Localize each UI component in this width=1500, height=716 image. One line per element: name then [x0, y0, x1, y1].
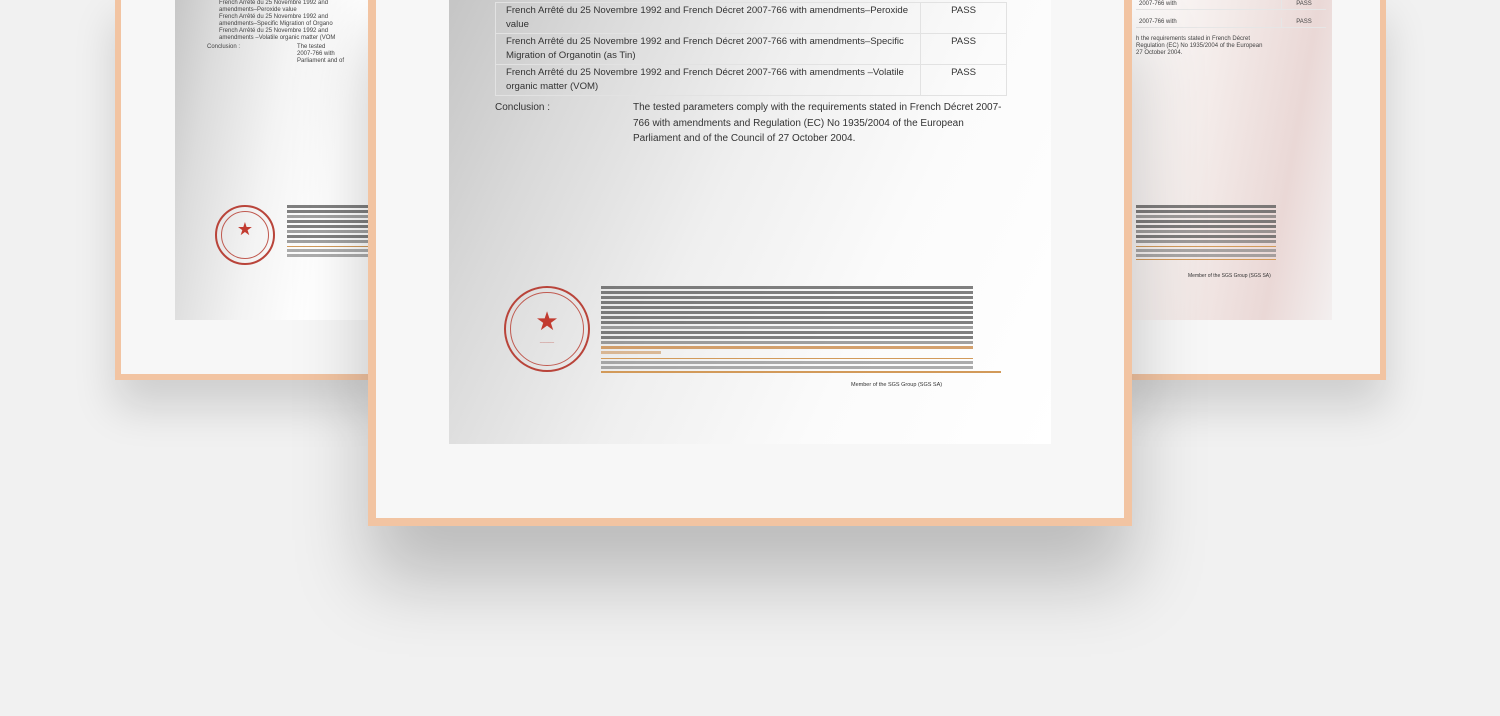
center-certificate-frame [368, 0, 1132, 526]
conclusion-block [495, 100, 1015, 147]
test-result: PASS [921, 65, 1007, 96]
right-fine-print [1136, 205, 1276, 260]
test-parameter: French Arrêté du 25 Novembre 1992 and French Décret 2007-766 with amendments–Peroxide value [496, 3, 921, 34]
left-line: amendments–Specific Migration of Organo [219, 21, 333, 27]
left-line: French Arrêté du 25 Novembre 1992 and [219, 14, 329, 20]
right-conclusion-line: 27 October 2004. [1136, 50, 1183, 56]
right-certificate-frame [1112, 0, 1386, 380]
left-line: French Arrêté du 25 Novembre 1992 and [219, 28, 329, 34]
test-parameter: French Arrêté du 25 Novembre 1992 and French Décret 2007-766 with amendments –Volatile organic matter (VOM) [496, 65, 921, 96]
left-line: amendments –Volatile organic matter (VOM [219, 35, 336, 41]
right-document-text [1136, 0, 1326, 57]
left-conclusion-text: 2007-766 with [297, 51, 335, 57]
left-conclusion-label: Conclusion : [207, 44, 241, 50]
test-results-table [495, 2, 1007, 96]
test-parameter: French Arrêté du 25 Novembre 1992 and French Décret 2007-766 with amendments–Specific Migration of Organotin (as Tin) [496, 34, 921, 65]
test-result: PASS [921, 3, 1007, 34]
center-fine-print [601, 286, 973, 373]
table-row [496, 65, 1007, 96]
conclusion-label: Conclusion : [495, 102, 551, 113]
left-conclusion-text: The tested [297, 44, 326, 50]
left-line: French Arrêté du 25 Novembre 1992 and [219, 0, 329, 6]
left-seal-stamp: ★ [215, 205, 275, 265]
left-conclusion-text: Parliament and of [297, 58, 345, 64]
right-conclusion-line: h the requirements stated in French Décret [1136, 36, 1251, 42]
right-test-row: 2007-766 with PASS [1136, 0, 1326, 10]
test-result: PASS [921, 34, 1007, 65]
center-certificate-paper [449, 0, 1051, 444]
table-row [496, 3, 1007, 34]
right-conclusion-line: Regulation (EC) No 1935/2004 of the European [1136, 43, 1263, 49]
left-line: amendments–Peroxide value [219, 7, 297, 13]
conclusion-text: The tested parameters comply with the requirements stated in French Décret 2007-766 with amendments and Regulation (EC) No 1935/2004 of the European Parliament and of the Council of 27 October 2004. [633, 102, 1002, 144]
left-certificate-frame [115, 0, 387, 380]
right-certificate-paper [1118, 0, 1332, 320]
left-document-text [207, 0, 387, 65]
right-member-text: Member of the SGS Group (SGS SA) [1188, 273, 1271, 279]
center-seal-stamp: ★ ───── [504, 286, 590, 372]
right-test-row: 2007-766 with PASS [1136, 18, 1326, 28]
center-document-text [495, 0, 1015, 147]
left-certificate-paper [175, 0, 387, 320]
center-member-text: Member of the SGS Group (SGS SA) [851, 382, 943, 388]
table-row [496, 34, 1007, 65]
